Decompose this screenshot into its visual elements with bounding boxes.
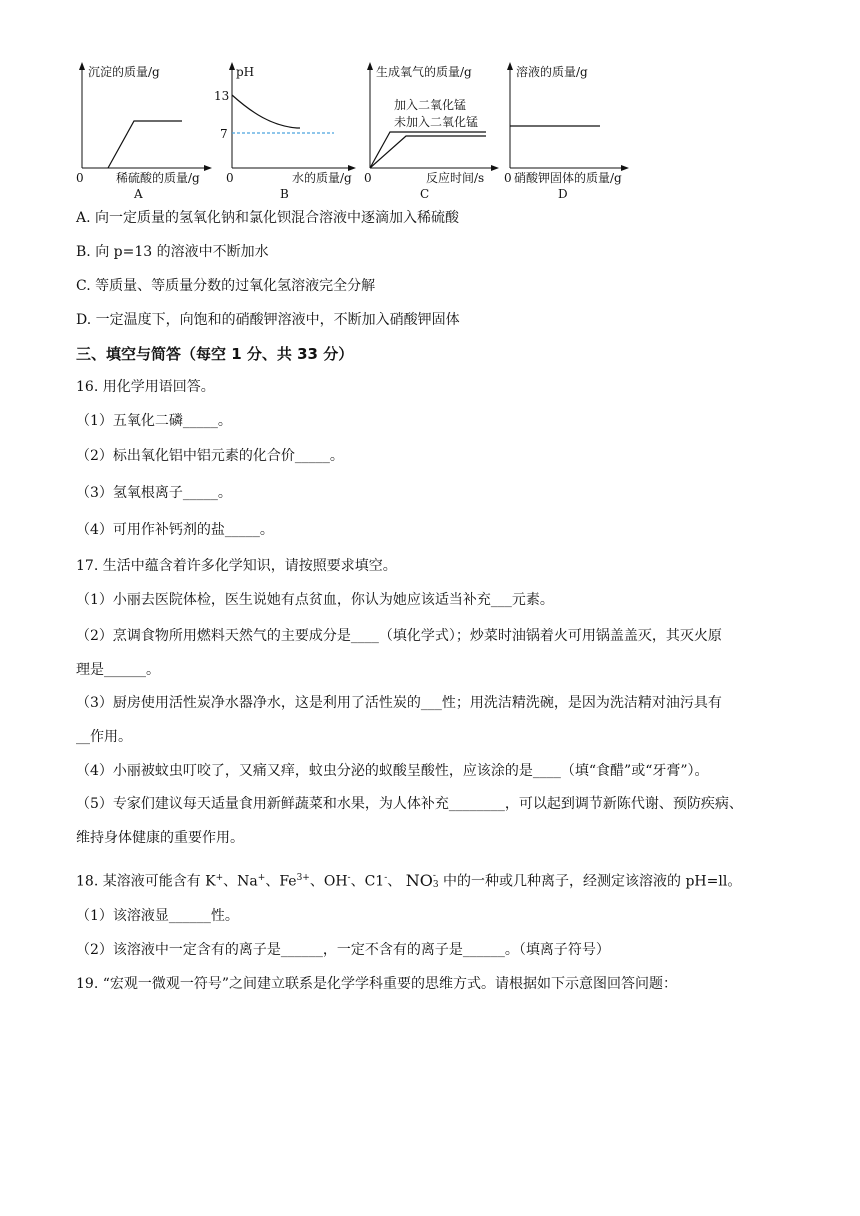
q18-text-6: 、: [387, 873, 402, 890]
q17-item-3a: （3）厨房使用活性炭净水器净水，这是利用了活性炭的___性；用洗洁精洗碗，是因为洗洁精对油污具有: [76, 695, 722, 711]
q16-item-2: （2）标出氧化铝中铝元素的化合价_____。: [76, 448, 344, 464]
graph-d-svg: [500, 58, 640, 203]
option-d: D. 一定温度下，向饱和的硝酸钾溶液中，不断加入硝酸钾固体: [76, 312, 460, 328]
graph-d-x-arrow: [621, 165, 629, 171]
na-charge: +: [257, 873, 266, 883]
graph-b-svg: [212, 58, 362, 203]
graph-b-origin: 0: [226, 171, 234, 185]
graph-c-curve-no-mno2: [370, 136, 486, 168]
q16-item-1: （1）五氧化二磷_____。: [76, 413, 232, 429]
graph-a-svg: [70, 58, 215, 203]
graph-b-ylabel: pH: [236, 65, 255, 79]
graph-d: [500, 58, 640, 203]
fe-charge: 3+: [296, 873, 310, 883]
graph-d-xlabel: 硝酸钾固体的质量/g: [514, 171, 622, 185]
graph-b-letter: B: [280, 187, 289, 201]
k-charge: +: [215, 873, 224, 883]
nitrate-symbol: NO: [405, 870, 433, 890]
graph-c-legend-mno2: 加入二氧化锰: [394, 98, 467, 112]
q16-item-4: （4）可用作补钙剂的盐_____。: [76, 522, 274, 538]
q17-stem: 17. 生活中蕴含着许多化学知识，请按照要求填空。: [76, 558, 397, 574]
graph-b-curve: [232, 95, 300, 128]
q18-text-2: 、Na: [223, 873, 258, 890]
q16-stem: 16. 用化学用语回答。: [76, 379, 215, 395]
q18-stem: [76, 869, 741, 891]
graph-b-xlabel: 水的质量/g: [292, 171, 352, 185]
cl-charge: -: [384, 873, 388, 883]
graph-c-curve-mno2: [370, 132, 486, 168]
graph-c-legend-no-mno2: 未加入二氧化锰: [394, 115, 479, 129]
graph-a-curve: [108, 121, 182, 168]
graph-b: [212, 58, 362, 203]
graph-a-origin: 0: [76, 171, 84, 185]
graph-a-x-arrow: [204, 165, 212, 171]
q19-stem: 19. “宏观一微观一符号”之间建立联系是化学学科重要的思维方式。请根据如下示意图回答问题：: [76, 976, 678, 992]
q18-item-2: （2）该溶液中一定含有的离子是______，一定不含有的离子是______。（填离子符号）: [76, 942, 610, 958]
q18-item-1: （1）该溶液显______性。: [76, 908, 239, 924]
q18-text-1: 18. 某溶液可能含有 K: [76, 873, 216, 890]
q18-text-5: 、C1: [350, 873, 385, 890]
graph-b-y-arrow: [229, 62, 235, 70]
q17-item-3b: __作用。: [76, 729, 132, 745]
q18-text-4: 、OH: [309, 873, 348, 890]
graph-c-xlabel: 反应时间/s: [426, 171, 485, 185]
nitrate-subscript: 3: [432, 880, 439, 891]
graph-a-ylabel: 沉淀的质量/g: [88, 65, 160, 79]
q17-item-5b: 维持身体健康的重要作用。: [76, 830, 244, 846]
q17-item-5a: （5）专家们建议每天适量食用新鲜蔬菜和水果，为人体补充________，可以起到调节新陈代谢、预防疾病、: [76, 796, 743, 812]
graph-c-origin: 0: [364, 171, 372, 185]
q17-item-4: （4）小丽被蚊虫叮咬了，又痛又痒，蚊虫分泌的蚁酸呈酸性，应该涂的是____（填“食醋”或“牙膏”）。: [76, 763, 709, 779]
graph-c: [360, 58, 505, 203]
graph-d-ylabel: 溶液的质量/g: [516, 65, 588, 79]
option-b: B. 向 p=13 的溶液中不断加水: [76, 244, 269, 260]
graph-b-tick-7: 7: [220, 127, 228, 141]
q17-item-2b: 理是______。: [76, 662, 160, 678]
option-c: C. 等质量、等质量分数的过氧化氢溶液完全分解: [76, 278, 376, 294]
nitrate-charge: -: [432, 871, 436, 882]
q17-item-2a: （2）烹调食物所用燃料天然气的主要成分是____（填化学式）；炒菜时油锅着火可用锅盖盖灭，其灭火原: [76, 628, 722, 644]
q17-item-1: （1）小丽去医院体检，医生说她有点贫血，你认为她应该适当补充___元素。: [76, 592, 554, 608]
option-a: A. 向一定质量的氢氧化钠和氯化钡混合溶液中逐滴加入稀硫酸: [76, 210, 460, 226]
graph-c-x-arrow: [491, 165, 499, 171]
graph-b-tick-13: 13: [214, 89, 230, 103]
graph-d-y-arrow: [507, 62, 513, 70]
graph-a: [70, 58, 215, 203]
graph-c-y-arrow: [367, 62, 373, 70]
q16-item-3: （3）氢氧根离子_____。: [76, 485, 232, 501]
oh-charge: -: [347, 873, 351, 883]
q18-text-7: 中的一种或几种离子，经测定该溶液的 pH=ll。: [443, 873, 742, 890]
graph-c-svg: [360, 58, 505, 203]
graph-a-xlabel: 稀硫酸的质量/g: [116, 171, 200, 185]
q18-text-3: 、Fe: [265, 873, 297, 890]
graph-c-letter: C: [420, 187, 430, 201]
graph-d-letter: D: [558, 187, 568, 201]
section-heading: 三、填空与简答（每空 1 分、共 33 分）: [76, 345, 354, 363]
graph-a-y-arrow: [79, 62, 85, 70]
graph-a-letter: A: [134, 187, 143, 201]
graph-d-origin: 0: [504, 171, 512, 185]
nitrate-ion: [406, 871, 439, 890]
graph-c-ylabel: 生成氧气的质量/g: [376, 65, 472, 79]
